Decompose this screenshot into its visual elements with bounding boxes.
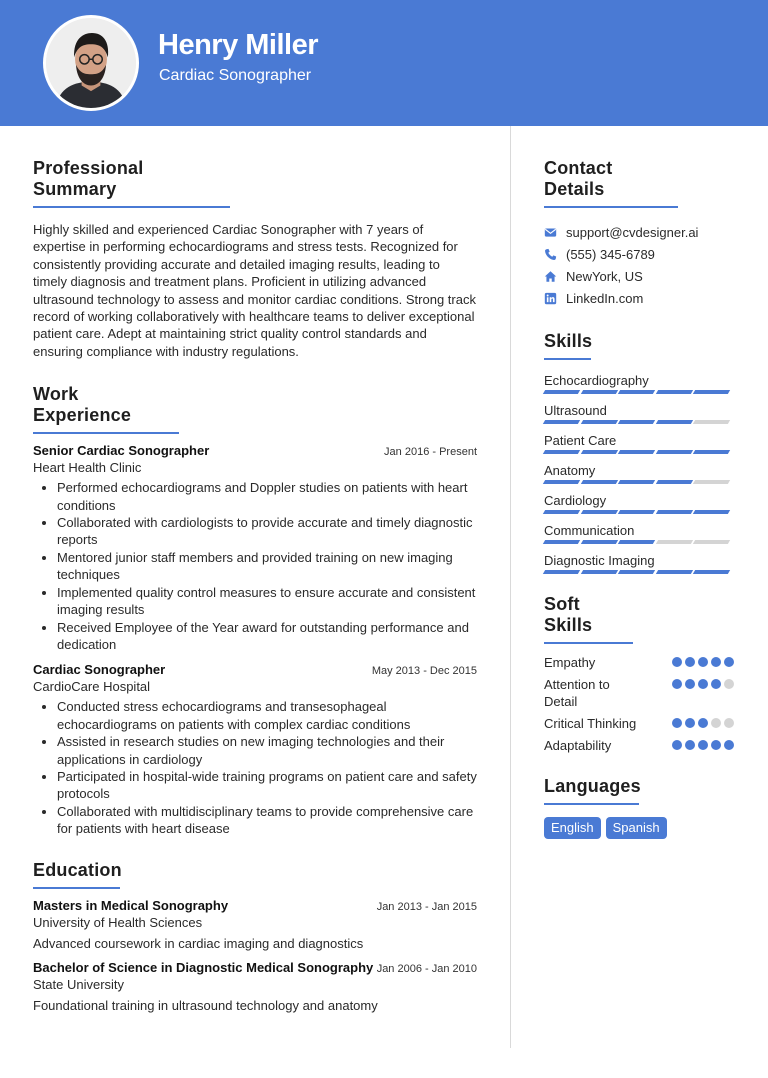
skill-segment-filled: [580, 480, 617, 484]
skill-segment-empty: [693, 540, 730, 544]
skill-level-bar: [544, 540, 734, 544]
rating-dot-filled: [698, 740, 708, 750]
skill-segment-empty: [656, 540, 693, 544]
soft-skill-label: Empathy: [544, 655, 596, 670]
skill-level-bar: [544, 510, 734, 514]
soft-skill-label: Adaptability: [544, 738, 612, 753]
rating-dot-filled: [724, 740, 734, 750]
skill-level-bar: [544, 570, 734, 574]
skill-segment-empty: [693, 480, 730, 484]
contact-location: [544, 265, 734, 287]
profile-photo: [46, 18, 136, 108]
rating-dot-filled: [685, 657, 695, 667]
soft-skill-rating: [672, 718, 734, 728]
contact-phone[interactable]: [544, 243, 734, 265]
language-tag: English: [544, 817, 601, 839]
soft-skill-rating: [672, 740, 734, 750]
education-date: Jan 2006 - Jan 2010: [376, 962, 477, 975]
rating-dot-empty: [724, 679, 734, 689]
job-company: CardioCare Hospital: [33, 679, 151, 695]
education-entry: [33, 960, 477, 1013]
skill-label: Ultrasound: [544, 403, 607, 418]
envelope-icon: [544, 226, 557, 239]
list-item: • Performed echocardiograms and Doppler studies on patients with heart conditions: [57, 479, 477, 514]
rating-dot-filled: [698, 657, 708, 667]
rating-dot-filled: [698, 679, 708, 689]
soft-skill-item: [544, 715, 734, 732]
languages-heading: Languages: [544, 776, 639, 805]
rating-dot-filled: [711, 740, 721, 750]
contact-linkedin[interactable]: [544, 287, 734, 309]
education-description: Foundational training in ultrasound technology and anatomy: [33, 997, 378, 1013]
rating-dot-empty: [724, 718, 734, 728]
rating-dot-filled: [672, 718, 682, 728]
job-title: Senior Cardiac Sonographer: [33, 443, 210, 459]
skill-segment-filled: [618, 390, 655, 394]
list-item: • Mentored junior staff members and provided training on new imaging techniques: [57, 549, 477, 584]
soft-skill-item: [544, 654, 734, 671]
skill-segment-filled: [580, 540, 617, 544]
linkedin-icon: [544, 292, 557, 305]
column-divider: [510, 126, 511, 1048]
skill-segment-filled: [618, 510, 655, 514]
rating-dot-filled: [724, 657, 734, 667]
soft-skill-item: [544, 676, 734, 710]
skill-item: [544, 521, 734, 544]
header-banner: [0, 0, 768, 126]
degree-title: Masters in Medical Sonography: [33, 897, 229, 913]
contact-heading: Contact Details: [544, 158, 678, 208]
skill-segment-filled: [543, 480, 580, 484]
job-entry: [33, 662, 477, 837]
home-icon: [544, 270, 557, 283]
education-heading: Education: [33, 860, 120, 889]
language-tag: Spanish: [606, 817, 667, 839]
skill-segment-filled: [618, 420, 655, 424]
skill-segment-filled: [656, 480, 693, 484]
rating-dot-filled: [685, 740, 695, 750]
job-entry: [33, 443, 477, 653]
skill-segment-filled: [580, 390, 617, 394]
skill-segment-filled: [543, 390, 580, 394]
skill-item: [544, 491, 734, 514]
skill-segment-filled: [693, 390, 730, 394]
skill-segment-filled: [656, 450, 693, 454]
school-name: University of Health Sciences: [33, 914, 203, 930]
job-date: May 2013 - Dec 2015: [371, 665, 477, 678]
school-name: State University: [33, 976, 125, 992]
education-description: Advanced coursework in cardiac imaging and diagnostics: [33, 935, 364, 951]
skill-segment-filled: [656, 390, 693, 394]
candidate-name: Henry Miller: [158, 29, 318, 61]
skills-list: [544, 371, 734, 574]
soft-skill-rating: [672, 657, 734, 667]
rating-dot-filled: [672, 679, 682, 689]
soft-skill-label: Attention to Detail: [544, 677, 610, 709]
skill-segment-filled: [656, 510, 693, 514]
rating-dot-filled: [685, 718, 695, 728]
skill-segment-filled: [656, 420, 693, 424]
job-date: Jan 2016 - Present: [384, 446, 477, 459]
degree-title: Bachelor of Science in Diagnostic Medical Sonography: [33, 959, 374, 975]
skill-level-bar: [544, 420, 734, 424]
skill-segment-filled: [656, 570, 693, 574]
skill-segment-filled: [580, 450, 617, 454]
education-entry: [33, 898, 477, 951]
rating-dot-empty: [711, 718, 721, 728]
skill-segment-filled: [618, 540, 655, 544]
contact-email[interactable]: [544, 221, 734, 243]
soft-skill-item: [544, 737, 734, 754]
soft-skills-list: [544, 654, 734, 754]
skill-segment-filled: [543, 450, 580, 454]
skill-item: [544, 431, 734, 454]
skill-item: [544, 371, 734, 394]
skill-segment-filled: [543, 420, 580, 424]
contact-linkedin-text: LinkedIn.com: [566, 290, 644, 306]
job-bullets: [33, 479, 477, 653]
skill-segment-filled: [693, 450, 730, 454]
skill-segment-empty: [693, 420, 730, 424]
skill-segment-filled: [543, 540, 580, 544]
list-item: • Collaborated with multidisciplinary teams to provide comprehensive care for patients with heart disease: [57, 803, 477, 838]
skill-segment-filled: [693, 570, 730, 574]
skill-segment-filled: [543, 510, 580, 514]
skill-item: [544, 401, 734, 424]
skill-segment-filled: [618, 570, 655, 574]
skill-label: Communication: [544, 523, 635, 538]
contact-phone-text: (555) 345-6789: [566, 246, 655, 262]
skill-item: [544, 551, 734, 574]
rating-dot-filled: [698, 718, 708, 728]
list-item: • Conducted stress echocardiograms and transesophageal echocardiograms on patients with complex cardiac conditions: [57, 698, 477, 733]
skill-level-bar: [544, 480, 734, 484]
rating-dot-filled: [711, 679, 721, 689]
rating-dot-filled: [711, 657, 721, 667]
skill-label: Echocardiography: [544, 373, 649, 388]
summary-heading: Professional Summary: [33, 158, 230, 208]
skill-segment-filled: [543, 570, 580, 574]
rating-dot-filled: [672, 740, 682, 750]
phone-icon: [544, 248, 557, 261]
skill-label: Anatomy: [544, 463, 596, 478]
skill-segment-filled: [580, 420, 617, 424]
contact-email-text: support@cvdesigner.ai: [566, 224, 699, 240]
skill-segment-filled: [618, 480, 655, 484]
soft-skill-rating: [672, 679, 734, 689]
job-bullets: [33, 698, 477, 837]
skill-label: Diagnostic Imaging: [544, 553, 655, 568]
education-date: Jan 2013 - Jan 2015: [376, 900, 477, 913]
summary-text: Highly skilled and experienced Cardiac Sonographer with 7 years of expertise in performing echocardiograms and stress tests. Recognized for consistently providing accurate and detailed imaging results, leading to timely diagnosis and treatment plans. Proficient in utilizing advanced ultrasound technology to assess and monitor cardiac conditions. Strong track record of working collaboratively with healthcare teams to deliver exceptional patient care. Adept at maintaining strict quality control standards and ensuring compliance with industry regulations.: [33, 222, 476, 359]
skill-level-bar: [544, 450, 734, 454]
contact-list: [544, 221, 734, 309]
candidate-title: Cardiac Sonographer: [159, 67, 312, 84]
soft-skills-heading: Soft Skills: [544, 594, 633, 644]
list-item: • Implemented quality control measures to ensure accurate and consistent imaging results: [57, 584, 477, 619]
skill-label: Cardiology: [544, 493, 607, 508]
skill-label: Patient Care: [544, 433, 617, 448]
left-column: [33, 158, 477, 1013]
job-company: Heart Health Clinic: [33, 460, 142, 476]
list-item: • Collaborated with cardiologists to provide accurate and timely diagnostic reports: [57, 514, 477, 549]
job-title: Cardiac Sonographer: [33, 662, 166, 678]
skill-item: [544, 461, 734, 484]
right-column: [544, 158, 734, 839]
rating-dot-filled: [685, 679, 695, 689]
list-item: • Participated in hospital-wide training programs on patient care and safety protocols: [57, 768, 477, 803]
avatar: [43, 15, 139, 111]
list-item: • Received Employee of the Year award for outstanding performance and dedication: [57, 619, 477, 654]
skills-heading: Skills: [544, 331, 591, 360]
skill-segment-filled: [580, 510, 617, 514]
contact-location-text: NewYork, US: [566, 268, 643, 284]
skill-segment-filled: [580, 570, 617, 574]
list-item: • Assisted in research studies on new imaging technologies and their applications in cardiology: [57, 733, 477, 768]
rating-dot-filled: [672, 657, 682, 667]
skill-segment-filled: [693, 510, 730, 514]
skill-segment-filled: [618, 450, 655, 454]
soft-skill-label: Critical Thinking: [544, 716, 637, 731]
skill-level-bar: [544, 390, 734, 394]
work-heading: Work Experience: [33, 384, 179, 434]
languages-list: [544, 817, 734, 839]
